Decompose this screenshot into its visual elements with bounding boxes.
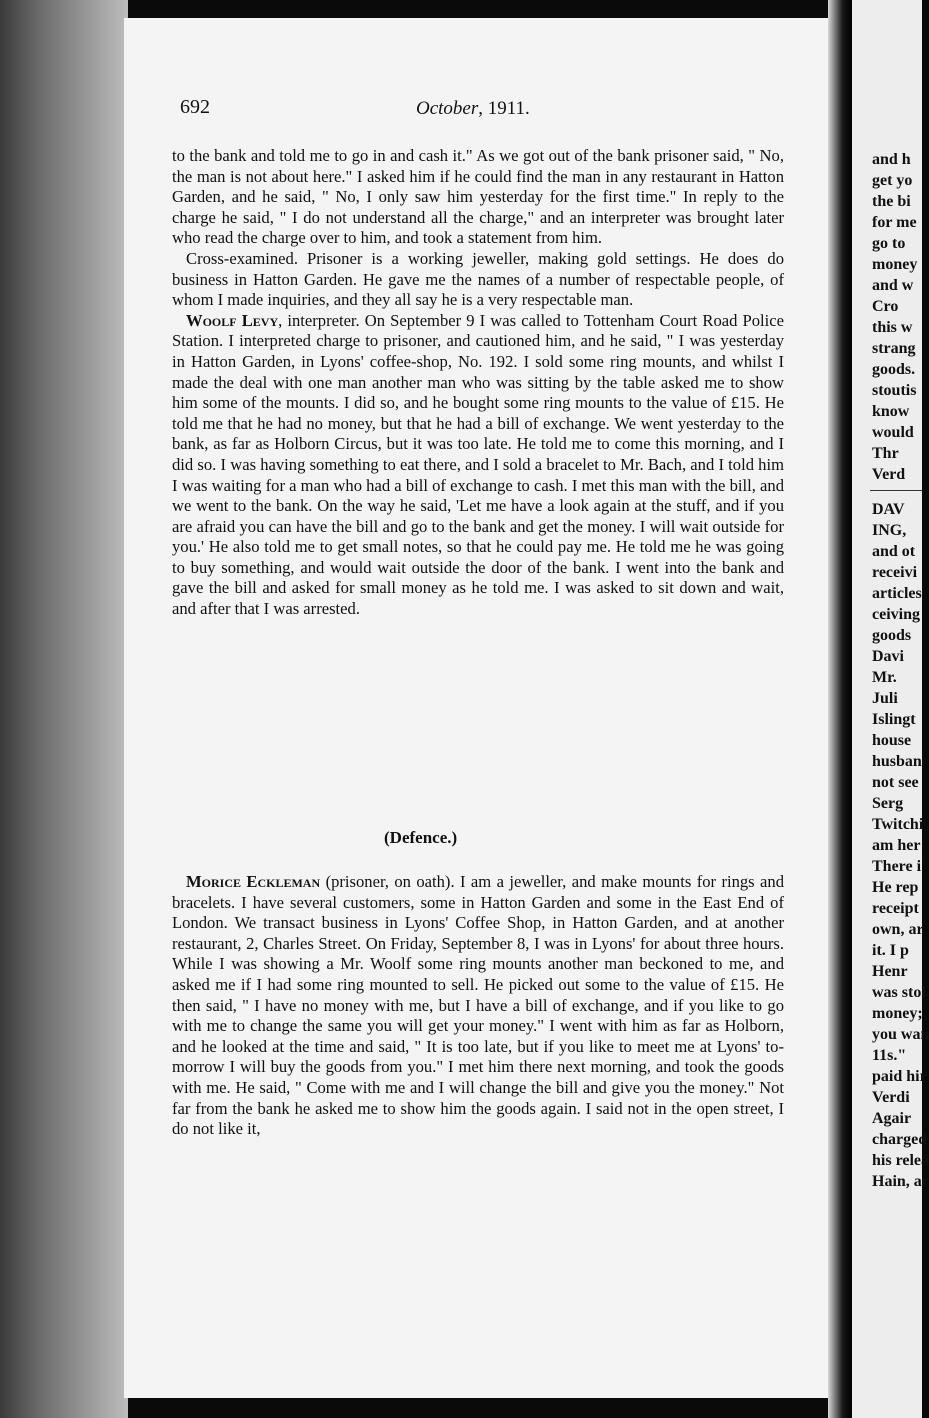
facing-page-line: go to — [872, 235, 906, 252]
facing-page-line: Islingt — [872, 711, 916, 728]
facing-page-line: Hain, ar — [872, 1173, 929, 1190]
facing-page-line: charged — [872, 1131, 928, 1148]
book-gutter — [828, 0, 852, 1418]
facing-page-fragment — [852, 0, 929, 1418]
facing-page-line: it. I p — [872, 942, 909, 959]
facing-page-line: the bi — [872, 193, 911, 210]
running-header-month: October — [416, 98, 479, 119]
facing-page-line: receipt — [872, 900, 919, 917]
facing-page-line: Verdi — [872, 1089, 910, 1106]
facing-page-line: Serg — [872, 795, 904, 812]
eckleman-testimony: (prisoner, on oath). I am a jeweller, and make mounts for rings and bracelets. I have several customers, some in Hatton Garden and some in the East End of London. We transact business in Lyons' Coffee Shop, in Hatton Garden, and at another restaurant, 2, Charles Street. On Friday, September 8, I was in Lyons' for about three hours. While I was showing a Mr. Woolf some ring mounts another man beckoned to me, and asked me if I had some ring mounted to sell. He picked out some to the value of £15. He then said, " I have no money with me, but I have a bill of exchange, and if you like to go with me to change the same you will get your money." I went with him as far as Holborn, and he looked at the time and said, " It is too late, but if you like to meet me at Lyons' to-morrow I will buy the goods from you." I met him there next morning, and took the goods with me. He said, " Come with me and I will change the bill and give you the money." Not far from the bank he asked me to show him the goods again. I said not in the open street, I do not like it, — [172, 872, 784, 1139]
paragraph-1: to the bank and told me to go in and cash it." As we got out of the bank prisoner said, " No, the man is not about here." I asked him if he could find the man in any restaurant in Hatton Garden, and he said, " No, I only saw him yesterday for the first time." In reply to the charge he said, " I do not understand all the charge," and an interpreter was brought later who read the charge over to him, and took a statement from him. — [172, 146, 784, 248]
facing-page-line: was stol — [872, 984, 926, 1001]
facing-page-line: Davi — [872, 648, 904, 665]
facing-page-line: and ot — [872, 543, 916, 560]
facing-page-line: his relea — [872, 1152, 929, 1169]
section-heading-defence: (Defence.) — [384, 828, 458, 847]
book-left-edge — [0, 0, 128, 1418]
facing-page-line: 11s." — [872, 1047, 907, 1064]
facing-page-line: and h — [872, 151, 911, 168]
paragraph-woolf-levy — [172, 311, 784, 620]
woolf-levy-testimony: , interpreter. On September 9 I was called to Tottenham Court Road Police Station. I interpreted charge to prisoner, and cautioned him, and he said, " I was yesterday in Hatton Garden, in Lyons' coffee-shop, No. 192. I sold some ring mounts, and whilst I made the deal with one man another man who was sitting by the table asked me to show him some of the mounts. I did so, and he bought some ring mounts to the value of £15. He told me that he had no money, but that he had a bill of exchange. We went yesterday to the bank, as far as Holborn Circus, but it was too late. He told me to come this morning, and I did so. I was having something to eat there, and I sold a bracelet to Mr. Bach, and I told him I was waiting for a man who had a bill of exchange to cash. I met this man with the bill, and we went to the bank. On the way he said, 'Let me have a look again at the stuff, and if you are afraid you can have the bill and go to the bank and get the money. I will wait outside for you.' He also told me to get small notes, so that he could pay me. He told me he was going to buy something, and would wait outside the door of the bank. I went into the bank and gave the bill and asked for small money as he told me. I was asked to sit down and wait, and after that I was arrested. — [172, 310, 784, 619]
text-column-upper — [172, 146, 784, 620]
facing-page-line: ceiving — [872, 606, 920, 623]
facing-page-line: He rep — [872, 879, 919, 896]
facing-page-line: you wan — [872, 1026, 929, 1043]
facing-page-line: goods. — [872, 361, 916, 378]
facing-page-line: Twitchi — [872, 816, 924, 833]
facing-page-line: stoutis — [872, 382, 917, 399]
facing-page-line: goods — [872, 627, 912, 644]
running-header — [416, 98, 530, 120]
paragraph-cross-examined: Cross-examined. Prisoner is a working jeweller, making gold settings. He does do business in Hatton Garden. He gave me the names of a number of respectable people, of whom I made inquiries, and they all say he is a very respectable man. — [172, 248, 784, 310]
facing-page-line: own, ar — [872, 921, 924, 938]
facing-page-line: this w — [872, 319, 913, 336]
running-header-year: , 1911. — [478, 98, 530, 119]
facing-page-line: strang — [872, 340, 916, 357]
facing-page-line: DAV — [872, 501, 905, 518]
facing-page-line: house — [872, 732, 912, 749]
facing-page-line: not see — [872, 774, 919, 791]
facing-page-line: get yo — [872, 172, 913, 189]
facing-page-line: and w — [872, 277, 914, 294]
facing-page-line: paid hir — [872, 1068, 927, 1085]
facing-page-line: husban — [872, 753, 922, 770]
facing-page-line: ING, — [872, 522, 907, 539]
facing-page-line: Juli — [872, 690, 898, 707]
facing-page-line: Agair — [872, 1110, 912, 1127]
facing-page-line: articles — [872, 585, 922, 602]
facing-page-line: money; — [872, 1005, 923, 1022]
facing-page-rule — [870, 490, 922, 491]
facing-page-line: Mr. — [872, 669, 897, 686]
facing-page-line: Cro — [872, 298, 899, 315]
paragraph-eckleman — [172, 872, 784, 1140]
facing-page-line: am her — [872, 837, 921, 854]
page-number: 692 — [180, 96, 210, 118]
facing-page-line: Thr — [872, 445, 899, 462]
facing-page-line: Verd — [872, 466, 906, 483]
facing-page-line: know — [872, 403, 910, 420]
facing-page-line: money — [872, 256, 918, 273]
facing-page-line: receivi — [872, 564, 918, 581]
facing-page-line: would — [872, 424, 914, 441]
facing-page-line: Henr — [872, 963, 908, 980]
facing-page-line: for me — [872, 214, 917, 231]
facing-page-line: There i — [872, 858, 922, 875]
prisoner-name: Morice Eckleman — [186, 872, 321, 891]
text-column-lower — [172, 872, 784, 1140]
witness-name: Woolf Levy — [186, 310, 279, 330]
